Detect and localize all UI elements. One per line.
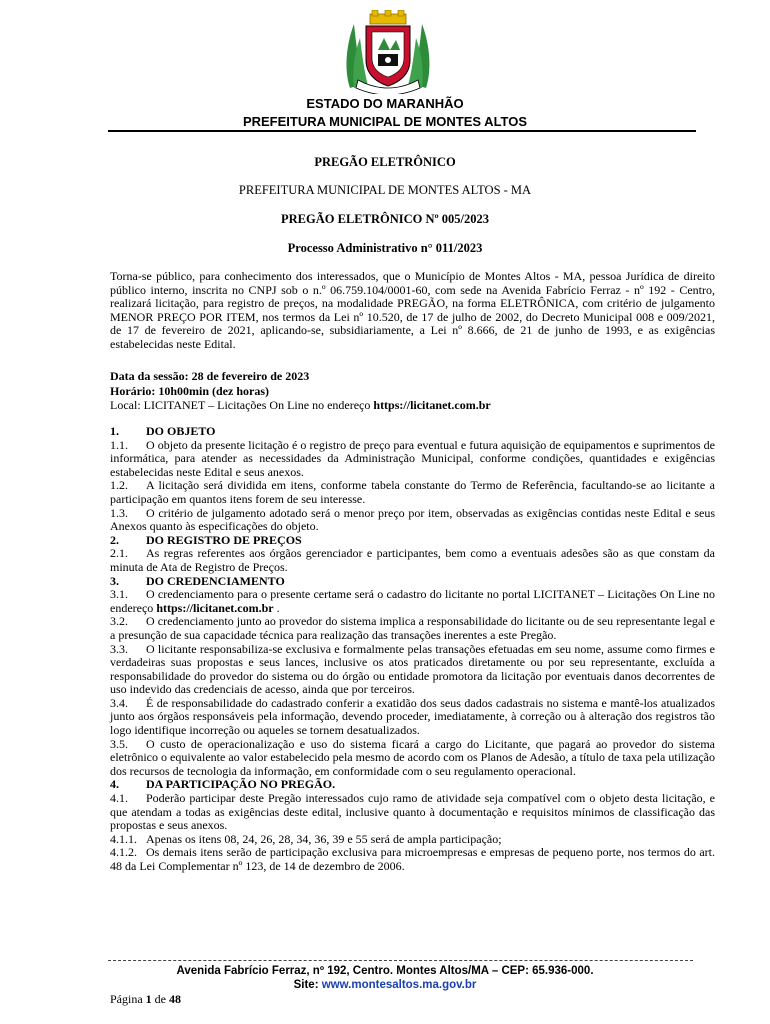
clause-text: O credenciamento para o presente certame será o cadastro do licitante no portal LICITANET – Licitações On Line no endereço (110, 587, 715, 615)
clause-text: DO CREDENCIAMENTO (146, 573, 285, 588)
session-info (110, 369, 715, 413)
section-heading (110, 575, 715, 589)
notice-type-title: PREGÃO ELETRÔNICO (314, 155, 456, 169)
section-clause (110, 643, 715, 697)
clause-text: DA PARTICIPAÇÃO NO PREGÃO. (146, 777, 336, 792)
clause-number: 3.2. (110, 614, 128, 629)
header-divider (108, 130, 696, 132)
city-hall-name: PREFEITURA MUNICIPAL DE MONTES ALTOS (242, 114, 528, 129)
section-clause (110, 738, 715, 779)
clause-text: O licitante responsabiliza-se exclusiva e formalmente pelas transações efetuadas em seu nome, assume como firmes e verdadeiras suas propostas e seus lances, inclusive os atos praticados diretamente ou por seu representante, excluída a responsabilidade do provedor do sistema ou do órgão ou entidade promotora da licitação por eventuais danos decorrentes de uso indevido das credenciais de acesso, ainda que por terceiros. (110, 641, 715, 697)
footer-divider (108, 960, 693, 961)
clause-text: O critério de julgamento adotado será o menor preço por item, observadas as exigências contidas neste Edital e seus Anexos quanto às especificações do objeto. (110, 505, 715, 534)
clause-text: DO OBJETO (146, 424, 216, 438)
clause-tail: . (273, 600, 280, 615)
clause-number: 3.4. (110, 695, 128, 710)
section-clause (110, 615, 715, 642)
section-heading (110, 425, 715, 439)
section-clause (110, 697, 715, 738)
intro-paragraph: Torna-se público, para conhecimento dos interessados, que o Município de Montes Altos - MA, pessoa Jurídica de direito público interno, inscrita no CNPJ sob o n.º 06.759.104/0001-60, com sede na Avenida Fabrício Ferraz - nº 192 - Centro, realizará licitação, para registro de preços, na modalidade PREGÃO, na forma ELETRÔNICA, com critério de julgamento MENOR PREÇO POR ITEM, nos termos da Lei nº 10.520, de 17 de julho de 2002, do Decreto Municipal 008 e 009/2021, de 17 de fevereiro de 2021, aplicando-se, subsidiariamente, a Lei nº 8.666, de 21 de junho de 1993, e as exigências estabelecidas neste Edital. (110, 269, 715, 351)
section-heading (110, 534, 715, 548)
clause-number: 4.1.1. (110, 831, 137, 846)
section-clause (110, 588, 715, 615)
section-clause (110, 507, 715, 534)
session-time: Horário: 10h00min (dez horas) (110, 383, 269, 398)
clause-text: Poderão participar deste Pregão interessados cujo ramo de atividade seja compatível com o objeto desta licitação, e que atendam a todas as exigências deste edital, inclusive quanto à documentação e requisitos mínimos de classificação das propostas e seus anexos. (110, 791, 715, 833)
section-clause (110, 833, 715, 847)
session-date: Data da sessão: 28 de fevereiro de 2023 (110, 369, 310, 383)
section-heading (110, 778, 715, 792)
edital-sections (110, 425, 715, 874)
clause-number: 2. (110, 532, 119, 547)
section-clause (110, 479, 715, 506)
session-local-label: Local: LICITANET – Licitações On Line no endereço (110, 398, 374, 413)
clause-text: O credenciamento junto ao provedor do sistema implica a responsabilidade do licitante ou de seu representante legal e a presunção de sua capacidade técnica para realização das transações inerentes a este Pregão. (110, 614, 715, 642)
clause-number: 3.3. (110, 641, 128, 656)
page-current: 1 (145, 992, 152, 1006)
page-label: Página (110, 992, 146, 1006)
clause-number: 4.1.2. (110, 845, 137, 860)
session-local-link[interactable]: https://licitanet.com.br (373, 398, 491, 413)
clause-text: O objeto da presente licitação é o registro de preço para eventual e futura aquisição de equipamentos e suprimentos de informática, para atender as necessidades da Administração Municipal, conforme condições, quantidades e exigências estabelecidas neste Edital e seus anexos. (110, 437, 715, 479)
clause-text: Os demais itens serão de participação exclusiva para microempresas e empresas de pequeno porte, nos termos do art. 48 da Lei Complementar nº 123, de 14 de dezembro de 2006. (110, 845, 715, 873)
clause-number: 1.2. (110, 478, 128, 493)
session-local (110, 398, 715, 413)
clause-text: DO REGISTRO DE PREÇOS (146, 532, 302, 547)
clause-number: 2.1. (110, 546, 128, 561)
section-clause (110, 792, 715, 833)
process-number-title: Processo Administrativo n° 011/2023 (287, 241, 483, 255)
section-clause (110, 439, 715, 480)
footer-site-link[interactable]: www.montesaltos.ma.gov.br (321, 979, 477, 991)
clause-number: 3.1. (110, 587, 128, 602)
clause-text: As regras referentes aos órgãos gerenciador e participantes, bem como a eventuais adesões são as que constam da minuta de Ata de Registro de Preços. (110, 546, 715, 574)
clause-number: 3.5. (110, 736, 128, 751)
clause-text: A licitação será dividida em itens, conforme tabela constante do Termo de Referência, facultando-se ao licitante a participação em quantos itens forem de seu interesse. (110, 478, 715, 506)
clause-number: 1.1. (110, 437, 128, 452)
clause-text: É de responsabilidade do cadastrado conferir a exatidão dos seus dados cadastrais no sistema e mantê-los atualizados junto aos órgãos responsáveis pela informação, devendo proceder, imediatamente, à correção ou à alteração dos registros tão logo identifique incorreção ou aqueles se tornem desatualizados. (110, 695, 715, 738)
coat-of-arms-icon (340, 10, 436, 94)
clause-number: 1.3. (110, 505, 128, 520)
clause-number: 4.1. (110, 791, 128, 806)
footer-address: Avenida Fabrício Ferraz, nº 192, Centro. Montes Altos/MA – CEP: 65.936-000. (176, 965, 594, 977)
page-of: de (151, 992, 169, 1006)
clause-number: 3. (110, 573, 119, 588)
notice-number-title: PREGÃO ELETRÔNICO Nº 005/2023 (281, 212, 489, 226)
clause-number: 1. (110, 424, 119, 438)
page-counter (110, 992, 181, 1007)
clause-link[interactable]: https://licitanet.com.br (153, 600, 274, 615)
clause-text: O custo de operacionalização e uso do sistema ficará a cargo do Licitante, que pagará ao provedor do sistema eletrônico o equivalente ao valor estabelecido pela mesmo de acordo com os Planos de Adesão, a título de taxa pela utilização dos recursos de tecnologia da informação, em conformidade com o seu regulamento operacional. (110, 736, 715, 778)
page-total: 48 (169, 992, 181, 1006)
issuer-title: PREFEITURA MUNICIPAL DE MONTES ALTOS - MA (238, 183, 532, 197)
footer-site (0, 978, 770, 992)
clause-text: Apenas os itens 08, 24, 26, 28, 34, 36, 39 e 55 será de ampla participação; (146, 831, 502, 846)
state-name: ESTADO DO MARANHÃO (306, 96, 464, 111)
clause-number: 4. (110, 777, 119, 792)
footer-site-label: Site: (293, 979, 322, 991)
section-clause (110, 846, 715, 873)
section-clause (110, 547, 715, 574)
